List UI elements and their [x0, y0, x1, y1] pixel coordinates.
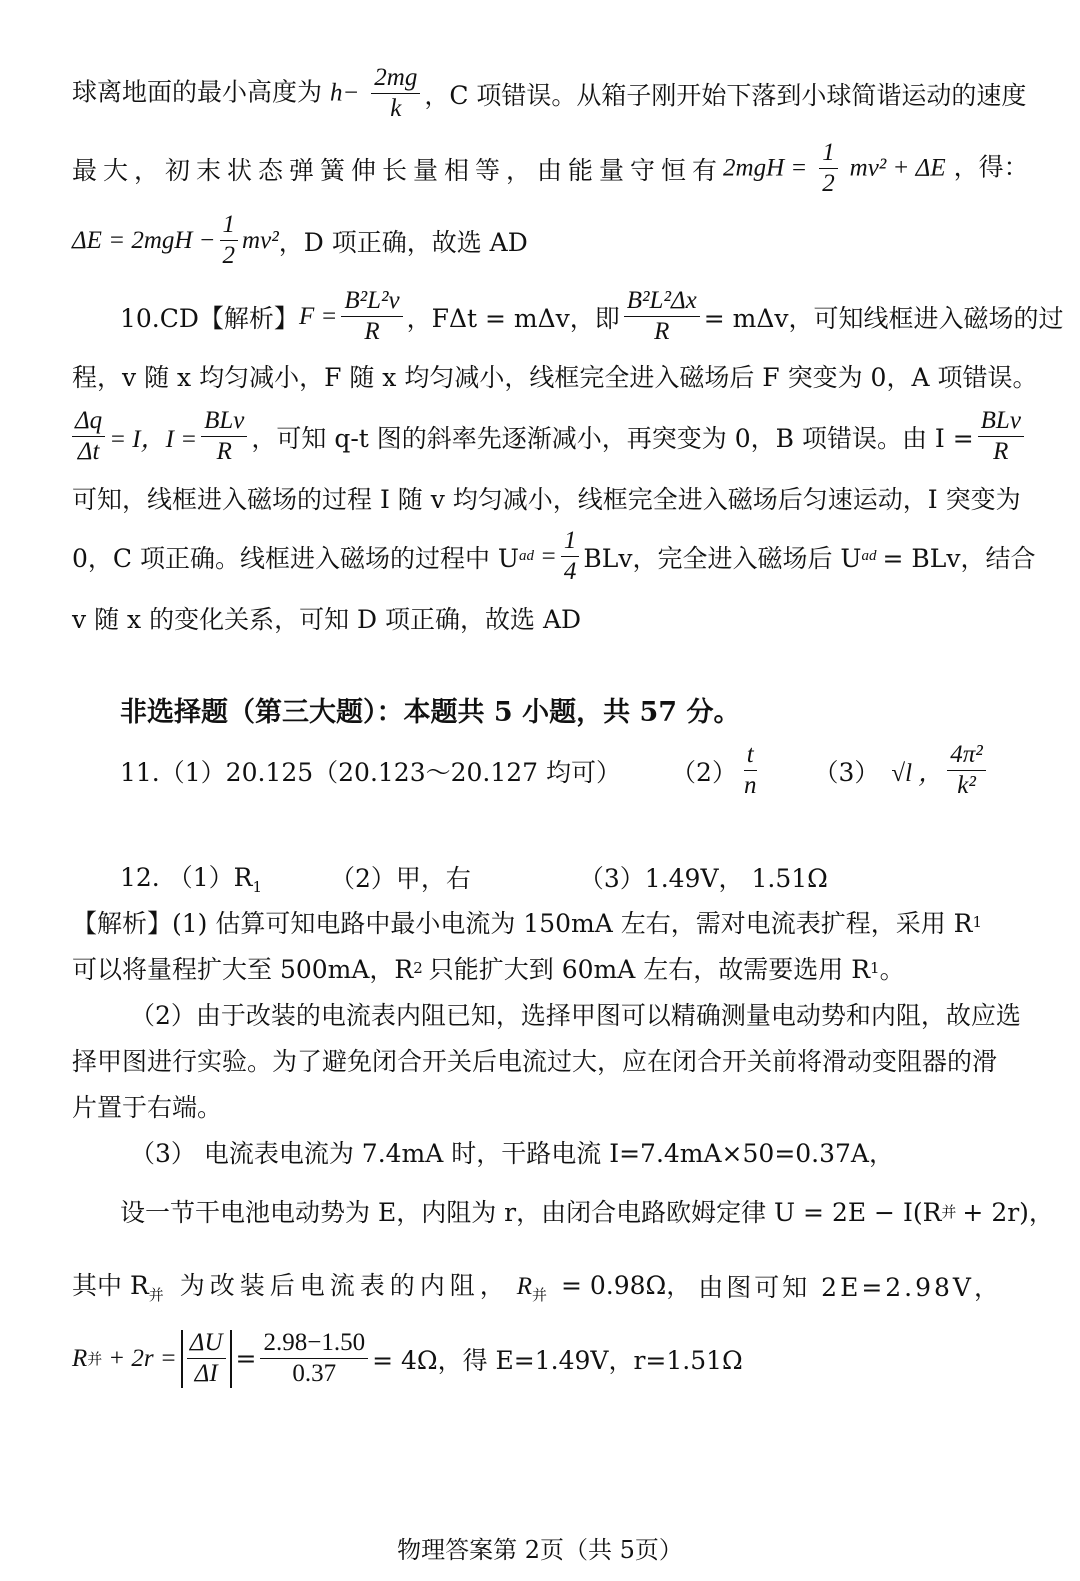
fraction — [624, 288, 700, 346]
fraction-denominator: R — [993, 438, 1009, 466]
text-run: 设一节干电池电动势为 E，内阻为 r，由闭合电路欧姆定律 U = 2E − I(R — [120, 1198, 942, 1227]
fraction — [561, 528, 580, 586]
text-run: （3）1.49V， 1.51Ω — [578, 864, 828, 893]
text-run: 12. （1）R — [120, 863, 253, 892]
text-run: 11.（1）20.125（20.123～20.127 均可） — [120, 757, 622, 787]
text-run: （2）甲，右 — [329, 864, 471, 893]
text-segment — [120, 858, 262, 896]
fraction — [371, 65, 420, 123]
subscript: 1 — [252, 878, 262, 896]
text-run: ，得： — [953, 152, 1029, 182]
page-footer: 物理答案第 2页（共 5页） — [397, 1536, 683, 1564]
fraction-numerator: B²L²Δx — [624, 288, 700, 317]
fraction-denominator: R — [654, 318, 670, 346]
fraction-denominator: R — [364, 318, 380, 346]
subscript: 并 — [532, 1286, 548, 1304]
fraction — [72, 408, 105, 466]
text-run: 球离地面的最小高度为 — [72, 77, 323, 107]
math-expression: 2mgH = — [723, 154, 808, 182]
fraction — [978, 408, 1024, 466]
text-run: 最大，初末状态弹簧伸长量相等，由能量守恒有 — [72, 155, 724, 185]
subscript: 1 — [870, 959, 880, 977]
math-expression: √l ， — [891, 759, 944, 787]
fraction-denominator: ΔI — [194, 1360, 218, 1388]
fraction-numerator: 1 — [561, 528, 580, 557]
text-run: + 2r)， — [962, 1198, 1054, 1227]
text-run: ，FΔt = mΔv，即 — [406, 303, 620, 333]
fraction-numerator: BLv — [201, 408, 247, 437]
text-line-9 — [72, 600, 1002, 636]
heading-text: 非选择题（第三大题）：本题共 5 小题，共 57 分。 — [120, 697, 741, 728]
fraction-denominator: 2 — [222, 242, 236, 270]
text-run: 由图可知 2E=2.98V， — [698, 1272, 1002, 1302]
text-run: 【解析】(1) 估算可知电路中最小电流为 150mA 左右，需对电流表扩程，采用 R — [72, 909, 973, 938]
fraction-denominator: k — [390, 95, 402, 123]
fraction — [819, 140, 838, 198]
section-heading — [120, 690, 1002, 729]
fraction-denominator: n — [743, 772, 757, 800]
text-run: ，可知 q-t 图的斜率先逐渐减小，再突变为 0，B 项错误。由 I = — [251, 423, 974, 453]
answer-11 — [120, 742, 1002, 800]
text-run: 可知，线框进入磁场的过程 I 随 v 均匀减小，线框完全进入磁场后匀速运动，I 突变为 — [72, 485, 1021, 514]
text-run: 择甲图进行实验。为了避免闭合开关后电流过大，应在闭合开关前将滑动变阻器的滑 — [72, 1047, 998, 1076]
fraction-numerator: 1 — [220, 212, 239, 241]
fraction-numerator: 2mg — [371, 65, 420, 94]
text-run: 可以将量程扩大至 500mA，R — [72, 955, 414, 984]
fraction — [260, 1330, 368, 1388]
analysis-line-9 — [72, 1330, 1002, 1388]
text-run: 只能扩大到 60mA 左右，故需要选用 R — [428, 955, 871, 984]
text-line-3 — [72, 212, 1002, 270]
text-run: v 随 x 的变化关系，可知 D 项正确，故选 AD — [72, 605, 582, 634]
fraction-denominator: 2 — [822, 170, 835, 198]
text-run: BLv，完全进入磁场后 U — [583, 543, 862, 573]
fraction — [201, 408, 247, 466]
text-line-5 — [72, 358, 1038, 394]
subscript: 并 — [941, 1202, 957, 1221]
answer-12 — [120, 858, 1002, 896]
subscript: ad — [861, 548, 877, 565]
math-expression: mv² + ΔE — [849, 154, 946, 182]
text-run: 0，C 项正确。线框进入磁场的过程中 U — [72, 543, 519, 573]
fraction-numerator: 4π² — [947, 742, 986, 771]
text-run: = mΔv，可知线框进入磁场的过 — [703, 303, 1064, 333]
fraction-denominator: 0.37 — [292, 1360, 337, 1388]
fraction-numerator: t — [744, 742, 757, 771]
text-run: （2） — [671, 757, 737, 787]
subscript: 1 — [972, 913, 983, 931]
question-number: 10.CD【解析】 — [120, 303, 299, 333]
text-segment — [72, 65, 424, 123]
text-line-8 — [72, 527, 1036, 586]
text-segment — [517, 1266, 692, 1305]
fraction — [187, 1330, 226, 1388]
text-run: （3） — [813, 757, 880, 787]
math-expression: F = — [298, 302, 338, 330]
math-expression: R — [516, 1273, 532, 1300]
analysis-line-4 — [72, 1042, 1002, 1078]
text-run: 程，v 随 x 均匀减小，F 随 x 均匀减小，线框完全进入磁场后 F 突变为 0，A 项错误。 — [72, 363, 1038, 392]
text-run: 为改装后电流表的内阻， — [179, 1271, 510, 1300]
math-expression: = I，I = — [109, 425, 198, 453]
text-run: 片置于右端。 — [72, 1093, 223, 1122]
text-segment — [72, 1266, 510, 1305]
text-line-1 — [72, 64, 1027, 123]
text-run: 其中 R — [72, 1271, 149, 1300]
subscript: 并 — [87, 1350, 103, 1369]
text-run: = BLv，结合 — [882, 543, 1036, 573]
math-expression: mv² — [242, 226, 279, 254]
fraction-numerator: B²L²v — [341, 288, 402, 317]
fraction-denominator: 4 — [563, 558, 577, 586]
analysis-line-1 — [72, 904, 1002, 940]
text-run: ，D 项正确，故选 AD — [278, 227, 528, 257]
subscript: 并 — [148, 1286, 164, 1304]
fraction-numerator: 2.98−1.50 — [260, 1330, 368, 1359]
fraction-denominator: Δt — [77, 438, 100, 466]
text-run: （2）由于改装的电流表内阻已知，选择甲图可以精确测量电动势和内阻，故应选 — [130, 1001, 1021, 1030]
text-run: = 0.98Ω， — [560, 1271, 692, 1300]
text-segment — [72, 408, 974, 466]
text-run: ，C 项错误。从箱子刚开始下落到小球简谐运动的速度 — [424, 80, 1027, 110]
math-expression: = — [540, 542, 557, 570]
analysis-line-8 — [72, 1266, 1002, 1305]
fraction-denominator: R — [216, 438, 232, 466]
analysis-line-3 — [130, 996, 1021, 1032]
text-run: 。 — [879, 955, 905, 984]
fraction — [220, 212, 239, 270]
subscript: ad — [519, 548, 534, 565]
text-line-7 — [72, 480, 1021, 516]
math-expression: ΔE = 2mgH − — [72, 226, 216, 254]
analysis-line-5 — [72, 1088, 1002, 1124]
fraction-numerator: ΔU — [187, 1330, 226, 1359]
text-line-2 — [72, 139, 1029, 198]
analysis-line-7 — [120, 1193, 1054, 1229]
text-segment — [723, 140, 1029, 198]
text-line-6 — [72, 407, 1021, 466]
analysis-line-2 — [72, 950, 1002, 986]
fraction — [947, 742, 986, 800]
fraction — [741, 742, 760, 800]
subscript: 2 — [413, 959, 423, 977]
math-expression: + 2r = — [108, 1344, 177, 1372]
analysis-line-6 — [130, 1134, 1002, 1170]
math-expression: R — [72, 1344, 88, 1372]
text-run: = 4Ω，得 E=1.49V，r=1.51Ω — [372, 1345, 743, 1375]
math-expression: h− — [329, 79, 360, 107]
text-run: （3） 电流表电流为 7.4mA 时，干路电流 I=7.4mA×50=0.37A， — [130, 1139, 894, 1168]
absolute-value — [181, 1330, 232, 1388]
fraction-numerator: BLv — [978, 408, 1024, 437]
fraction-denominator: k² — [957, 772, 976, 800]
math-expression: = — [235, 1344, 257, 1374]
fraction — [341, 288, 402, 346]
fraction-numerator: 1 — [819, 140, 838, 169]
fraction-numerator: Δq — [72, 408, 105, 437]
text-line-4 — [120, 287, 1064, 346]
